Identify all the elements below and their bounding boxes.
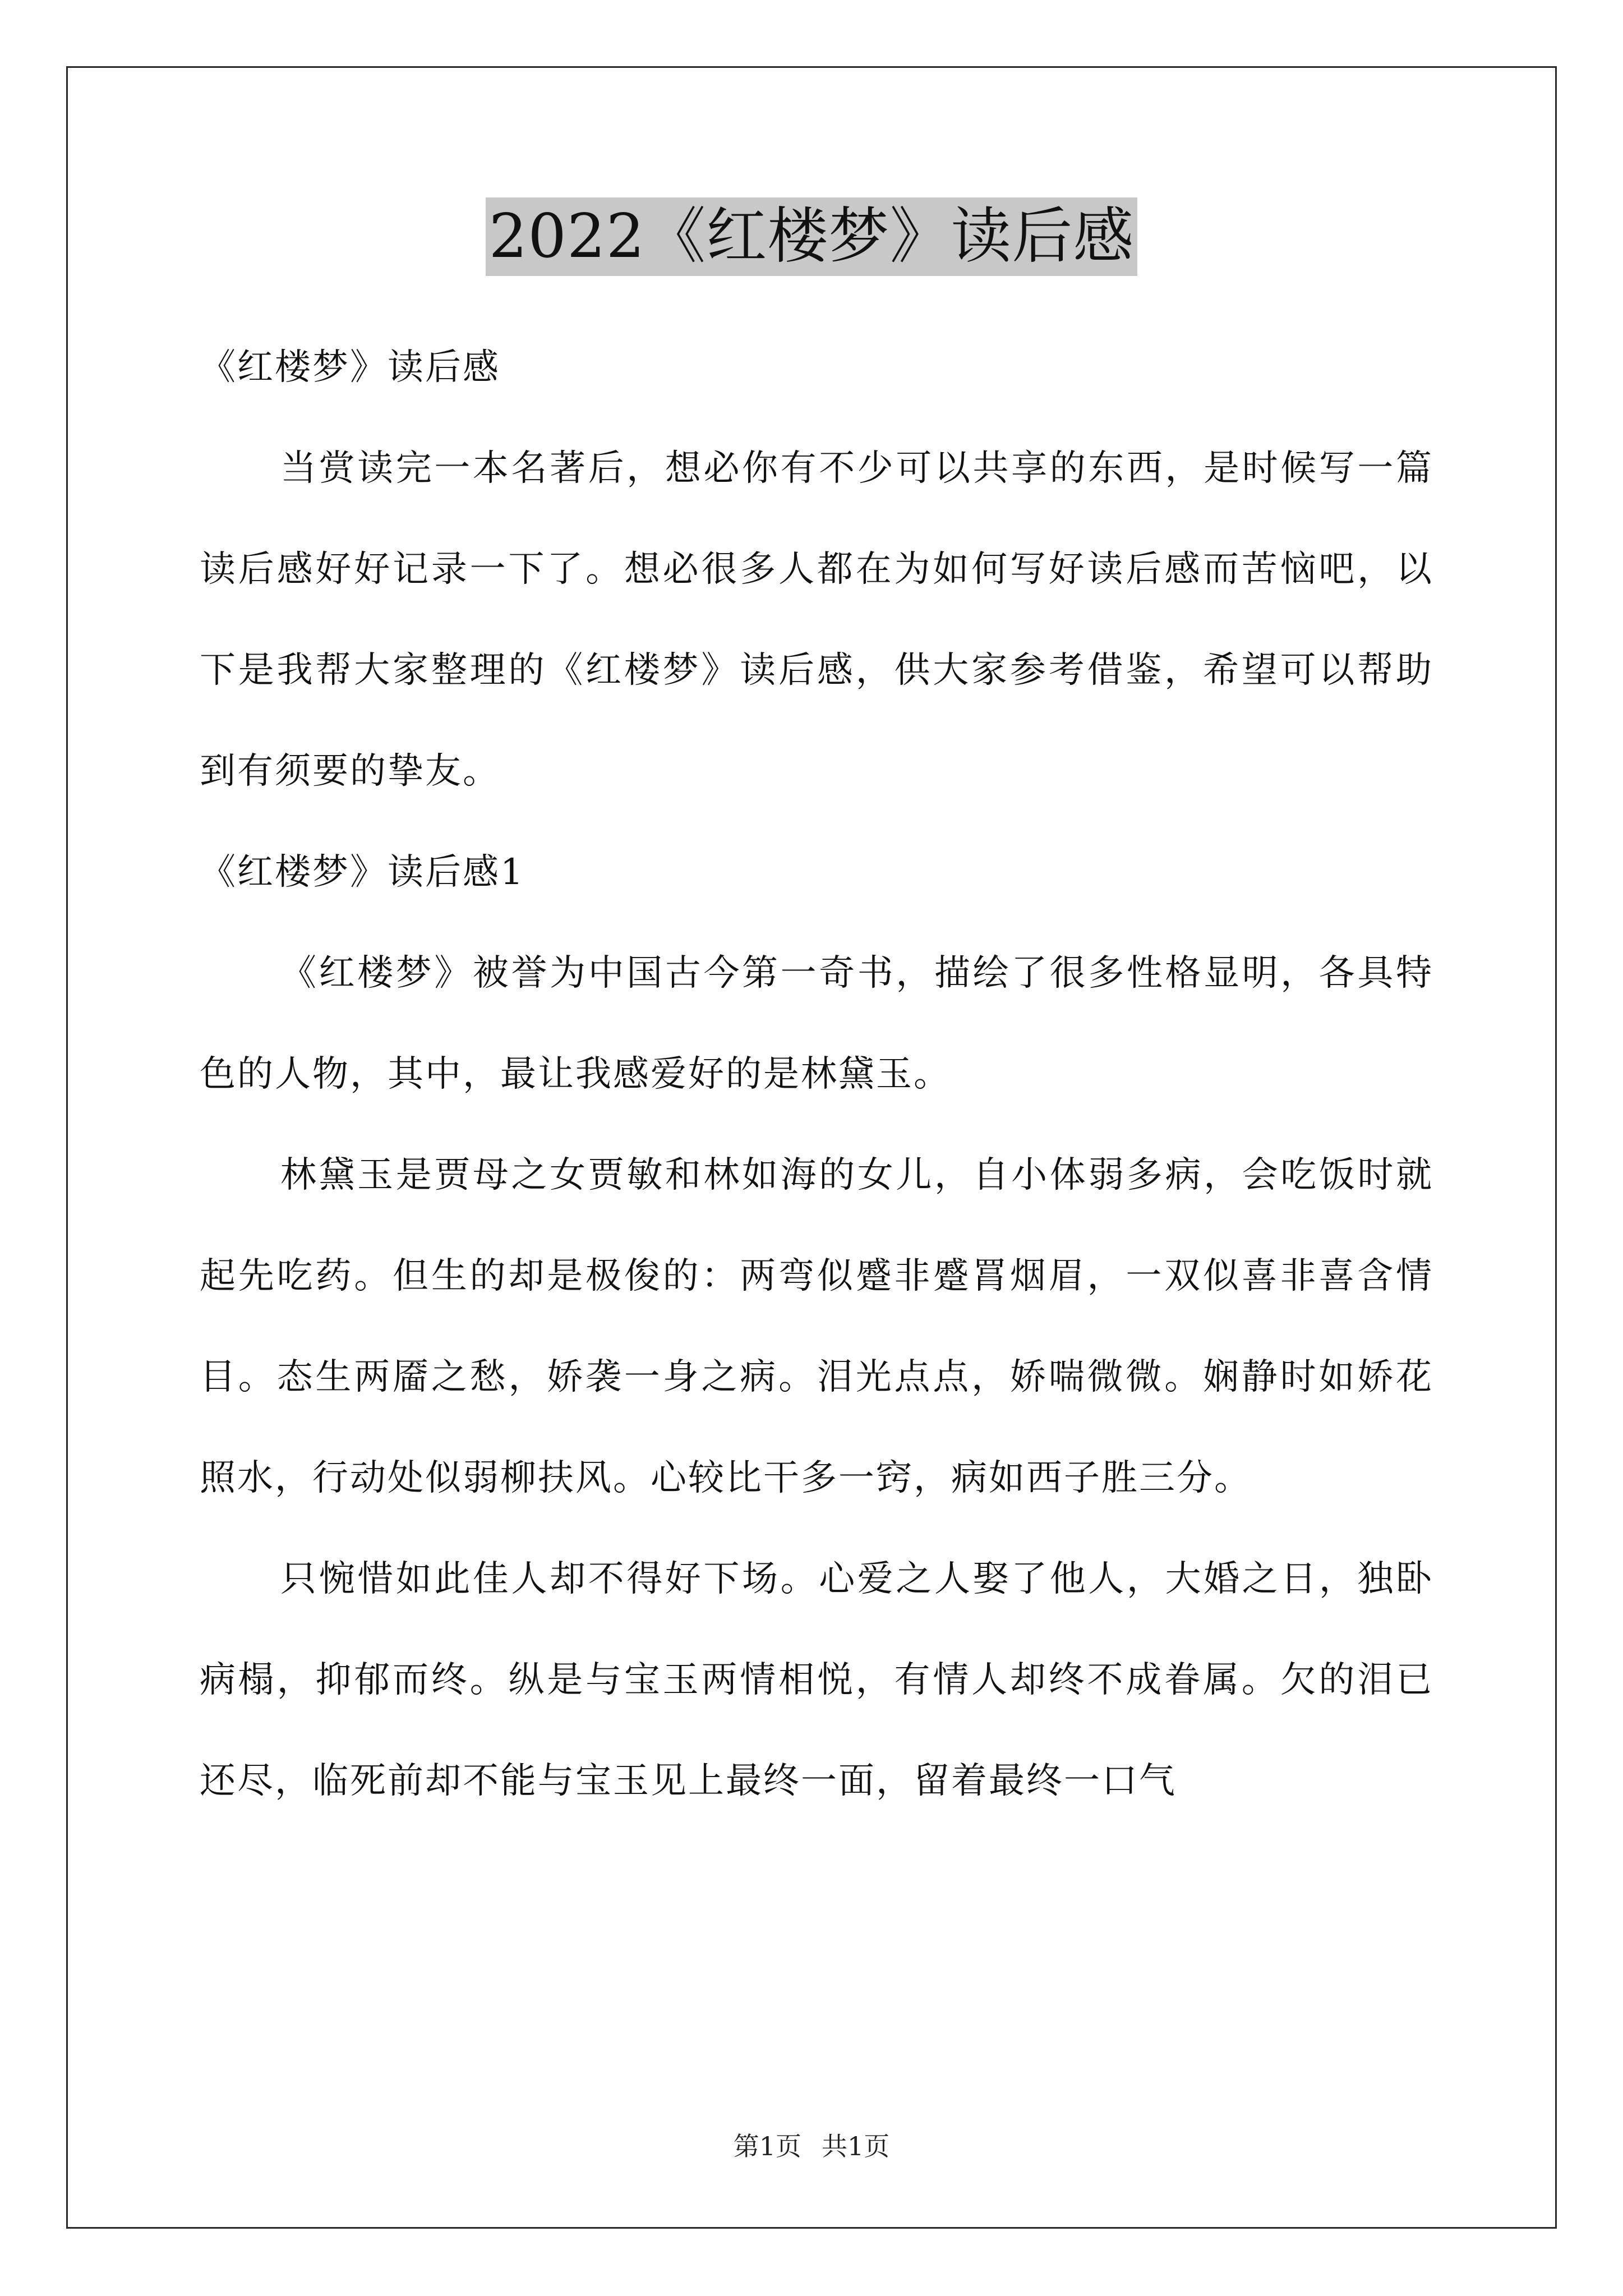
- page-total: 共1页: [822, 2131, 890, 2161]
- document-title: 2022《红楼梦》读后感: [486, 197, 1138, 276]
- page-number: 第1页: [733, 2131, 801, 2161]
- paragraph-6: 只惋惜如此佳人却不得好下场。心爱之人娶了他人，大婚之日，独卧病榻，抑郁而终。纵是与宝玉两情相悦，有情人却终不成眷属。欠的泪已还尽，临死前却不能与宝玉见上最终一面，留着最终一口气: [200, 1558, 1433, 1802]
- paragraph-2: 当赏读完一本名著后，想必你有不少可以共享的东西，是时候写一篇读后感好好记录一下了。想必很多人都在为如何写好读后感而苦恼吧，以下是我帮大家整理的《红楼梦》读后感，供大家参考借鉴，希望可以帮助到有须要的挚友。: [200, 448, 1433, 792]
- paragraph-1: 《红楼梦》读后感: [200, 347, 500, 388]
- page-footer: [0, 2126, 1623, 2163]
- document-body: [200, 317, 1433, 1832]
- paragraph-5: 林黛玉是贾母之女贾敏和林如海的女儿，自小体弱多病，会吃饭时就起先吃药。但生的却是极俊的：两弯似蹙非蹙罥烟眉，一双似喜非喜含情目。态生两靥之愁，娇袭一身之病。泪光点点，娇喘微微。娴静时如娇花照水，行动处似弱柳扶风。心较比干多一窍，病如西子胜三分。: [200, 1154, 1433, 1499]
- title-wrap: [0, 197, 1623, 276]
- paragraph-3: 《红楼梦》读后感1: [200, 852, 525, 893]
- paragraph-4: 《红楼梦》被誉为中国古今第一奇书，描绘了很多性格显明，各具特色的人物，其中，最让我感爱好的是林黛玉。: [200, 953, 1433, 1095]
